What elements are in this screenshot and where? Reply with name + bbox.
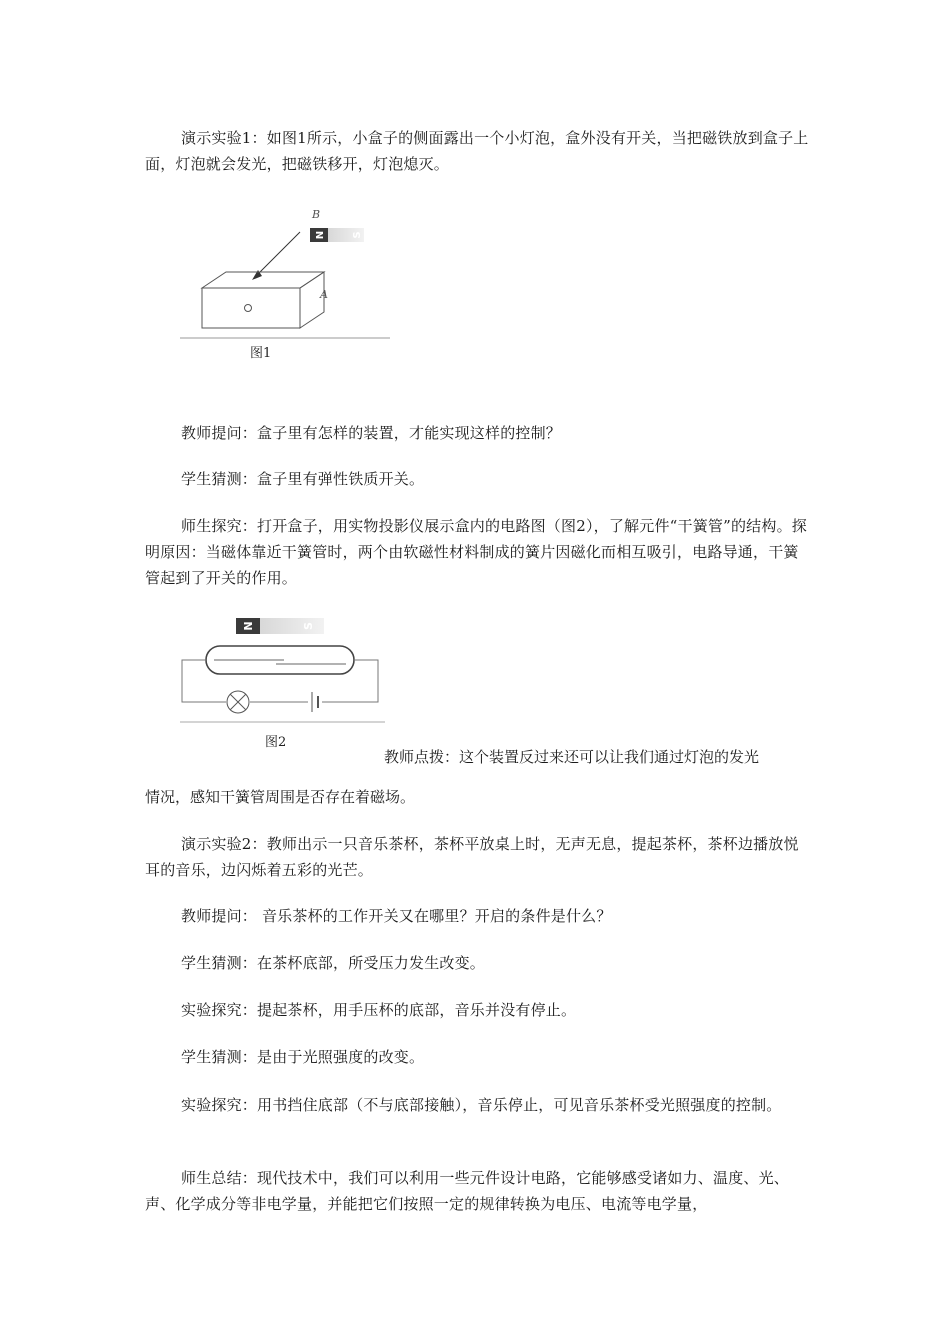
fig1-n-label: N <box>315 230 326 240</box>
paragraph-teacher-tip-end: 情况，感知干簧管周围是否存在着磁场。 <box>145 788 416 806</box>
paragraph-demo1: 演示实验1：如图1所示，小盒子的侧面露出一个小灯泡，盒外没有开关，当把磁铁放到盒子上面，灯泡就会发光，把磁铁移开，灯泡熄灭。 <box>145 129 809 173</box>
fig2-s-label: S <box>302 622 315 630</box>
box-top <box>202 272 324 288</box>
wire-right <box>322 660 378 702</box>
paragraph-student-guess1: 学生猜测：盒子里有弹性铁质开关。 <box>181 470 425 488</box>
paragraph-explore2: 实验探究：提起茶杯，用手压杯的底部，音乐并没有停止。 <box>181 1001 577 1019</box>
figure-2-diagram <box>180 610 390 730</box>
paragraph-demo2: 演示实验2：教师出示一只音乐茶杯，茶杯平放桌上时，无声无息，提起茶杯，茶杯边播放悦耳的音乐，边闪烁着五彩的光芒。 <box>145 835 799 879</box>
small-bulb <box>245 305 252 312</box>
paragraph-student-guess3: 学生猜测：是由于光照强度的改变。 <box>181 1048 425 1066</box>
fig1-label-b: B <box>312 208 321 221</box>
fig1-label-a: A <box>320 288 328 301</box>
figure-2 <box>180 610 390 730</box>
paragraph-explore1: 师生探究：打开盒子，用实物投影仪展示盒内的电路图（图2），了解元件“干簧管”的结构。探明原因：当磁体靠近干簧管时，两个由软磁性材料制成的簧片因磁化而相互吸引，电路导通，干簧管起到了开关的作用。 <box>145 517 807 587</box>
paragraph-student-guess2: 学生猜测：在茶杯底部，所受压力发生改变。 <box>181 954 486 972</box>
figure-1-diagram <box>180 200 400 370</box>
figure-1-caption: 图1 <box>250 346 272 361</box>
wire-left <box>182 660 226 702</box>
paragraph-teacher-q1: 教师提问：盒子里有怎样的装置，才能实现这样的控制？ <box>181 424 562 442</box>
fig1-arrow-line <box>256 232 300 276</box>
fig2-n-label: N <box>242 621 255 631</box>
figure-1 <box>180 200 400 370</box>
paragraph-teacher-tip-start: 教师点拨：这个装置反过来还可以让我们通过灯泡的发光 <box>384 748 760 766</box>
paragraph-summary: 师生总结：现代技术中，我们可以利用一些元件设计电路，它能够感受诸如力、温度、光、声、化学成分等非电学量，并能把它们按照一定的规律转换为电压、电流等电学量， <box>145 1169 790 1213</box>
paragraph-explore3: 实验探究：用书挡住底部（不与底部接触），音乐停止，可见音乐茶杯受光照强度的控制。 <box>181 1096 782 1114</box>
fig1-s-label: S <box>352 231 363 239</box>
figure-2-caption: 图2 <box>265 735 287 750</box>
paragraph-teacher-q2: 教师提问： 音乐茶杯的工作开关又在哪里？开启的条件是什么？ <box>181 907 612 925</box>
